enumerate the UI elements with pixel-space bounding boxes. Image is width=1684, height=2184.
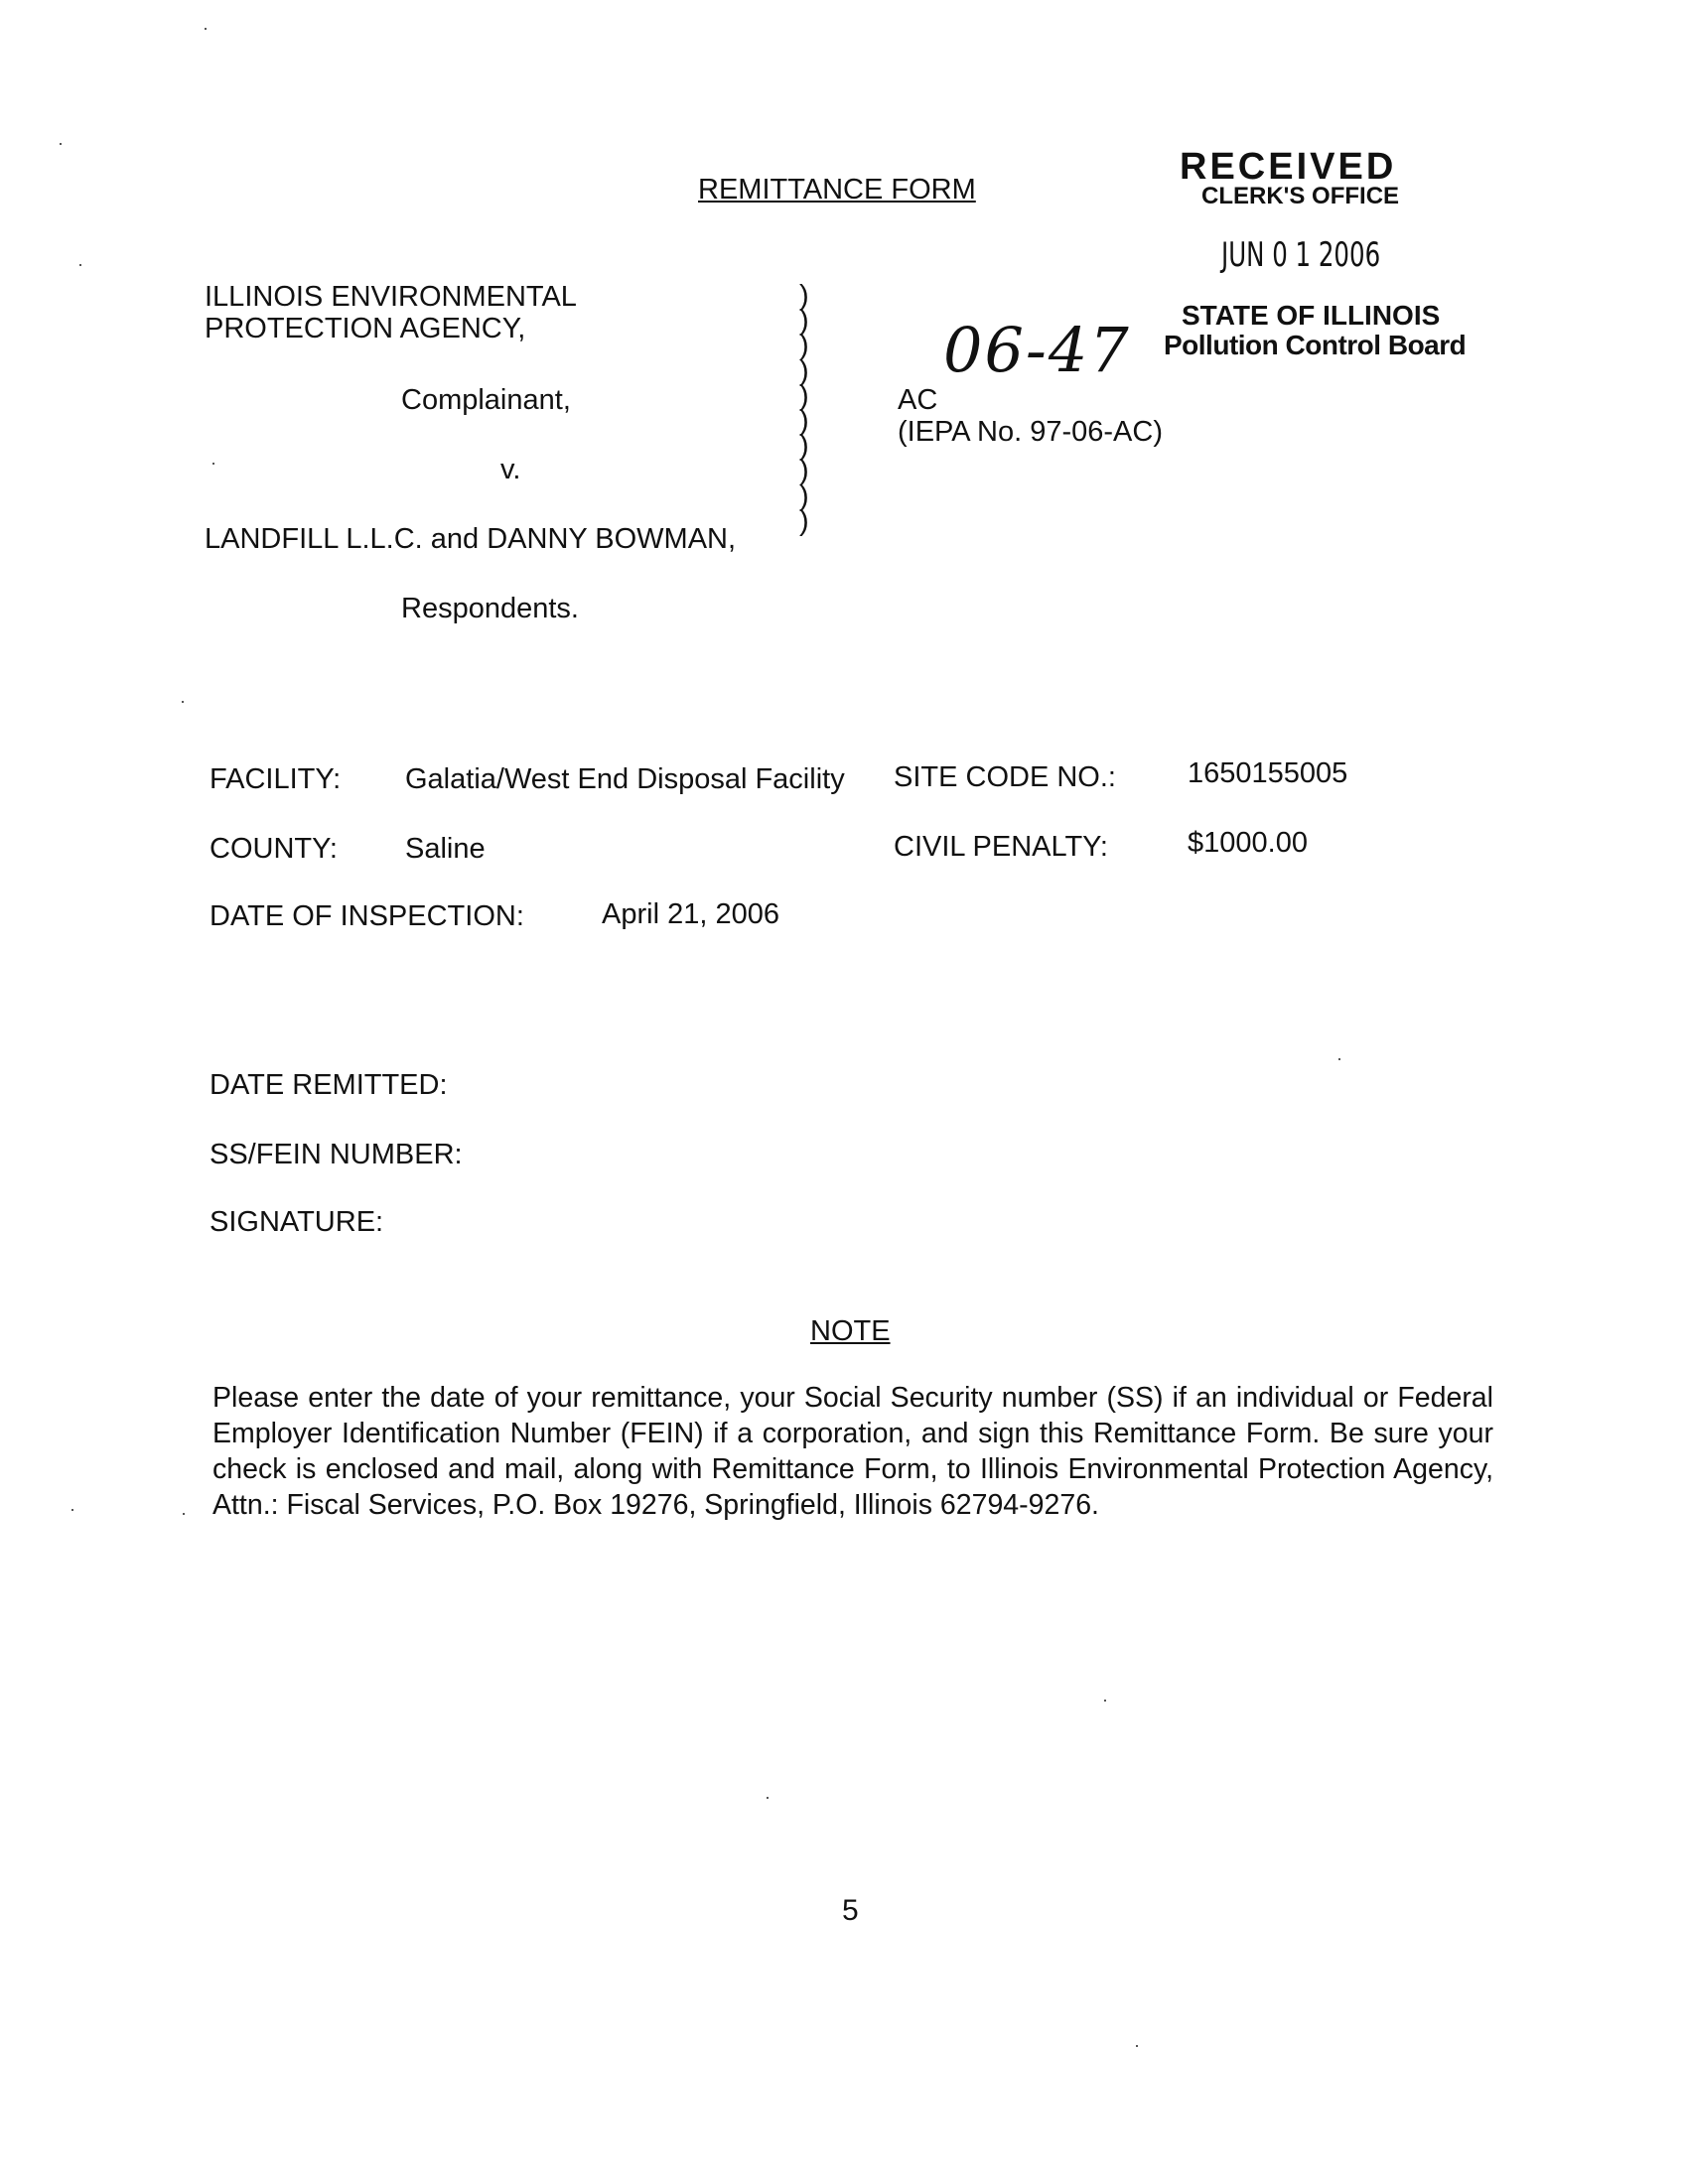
scan-speck: [182, 701, 184, 703]
caption-paren: ): [799, 305, 809, 338]
complainant-role: Complainant,: [401, 384, 571, 416]
scan-speck: [205, 28, 207, 30]
civil-penalty-value: $1000.00: [1188, 827, 1308, 859]
caption-paren-column: [799, 280, 809, 537]
caption-paren: ): [799, 354, 809, 387]
site-code-label: SITE CODE NO.:: [894, 761, 1116, 793]
date-remitted-label: DATE REMITTED:: [210, 1069, 448, 1101]
note-body: Please enter the date of your remittance, your Social Security number (SS) if an individual or Federal Employer Identification Number (FEIN) if a corporation, and sign this Remittance Form. Be sure your check is enclosed and mail, along with Remittance Form, to Illinois Environmental Protection Agency, Attn.: Fiscal Services, P.O. Box 19276, Springfield, Illinois 62794-9276.: [212, 1382, 1493, 1521]
caption-paren: ): [799, 479, 809, 512]
scan-speck: [183, 1513, 185, 1515]
note-title: NOTE: [810, 1315, 891, 1347]
caption-paren: ): [799, 404, 809, 437]
scan-speck: [79, 264, 81, 266]
scan-speck: [71, 1509, 73, 1511]
caption-paren: ): [799, 280, 809, 312]
caption-paren: ): [799, 455, 809, 487]
signature-label: SIGNATURE:: [210, 1206, 384, 1238]
caption-paren: ): [799, 330, 809, 362]
scan-speck: [1338, 1058, 1340, 1060]
county-value: Saline: [405, 833, 486, 865]
inspection-date-label: DATE OF INSPECTION:: [210, 900, 524, 932]
ss-fein-label: SS/FEIN NUMBER:: [210, 1139, 463, 1170]
complainant-name-line1: ILLINOIS ENVIRONMENTAL: [205, 281, 577, 313]
scan-speck: [1104, 1700, 1106, 1702]
complainant-name-line2: PROTECTION AGENCY,: [205, 313, 526, 344]
scan-speck: [1136, 2045, 1138, 2047]
caption-paren: ): [799, 430, 809, 463]
inspection-date-value: April 21, 2006: [602, 898, 779, 930]
caption-paren: ): [799, 379, 809, 412]
facility-value: Galatia/West End Disposal Facility: [405, 763, 845, 795]
facility-label: FACILITY:: [210, 763, 342, 795]
scan-speck: [212, 463, 214, 465]
iepa-number: (IEPA No. 97-06-AC): [898, 416, 1164, 448]
stamp-state-text: STATE OF ILLINOIS: [1182, 300, 1441, 331]
respondent-role: Respondents.: [401, 593, 579, 624]
county-label: COUNTY:: [210, 833, 338, 865]
stamp-board-text: Pollution Control Board: [1164, 330, 1467, 360]
stamp-office-text: CLERK'S OFFICE: [1201, 183, 1400, 209]
civil-penalty-label: CIVIL PENALTY:: [894, 831, 1108, 863]
respondent-names: LANDFILL L.L.C. and DANNY BOWMAN,: [205, 523, 737, 555]
scan-speck: [767, 1797, 769, 1799]
scan-speck: [60, 143, 62, 145]
stamp-date: JUN 0 1 2006: [1221, 235, 1381, 275]
versus-label: v.: [500, 454, 521, 485]
caption-paren: ): [799, 504, 809, 537]
handwritten-case-number: 06-47: [943, 314, 1131, 386]
page-title: REMITTANCE FORM: [698, 174, 976, 205]
case-ac-prefix: AC: [898, 384, 938, 416]
page-number: 5: [842, 1894, 859, 1927]
site-code-value: 1650155005: [1188, 757, 1348, 789]
stamp-received-text: RECEIVED: [1180, 146, 1397, 188]
